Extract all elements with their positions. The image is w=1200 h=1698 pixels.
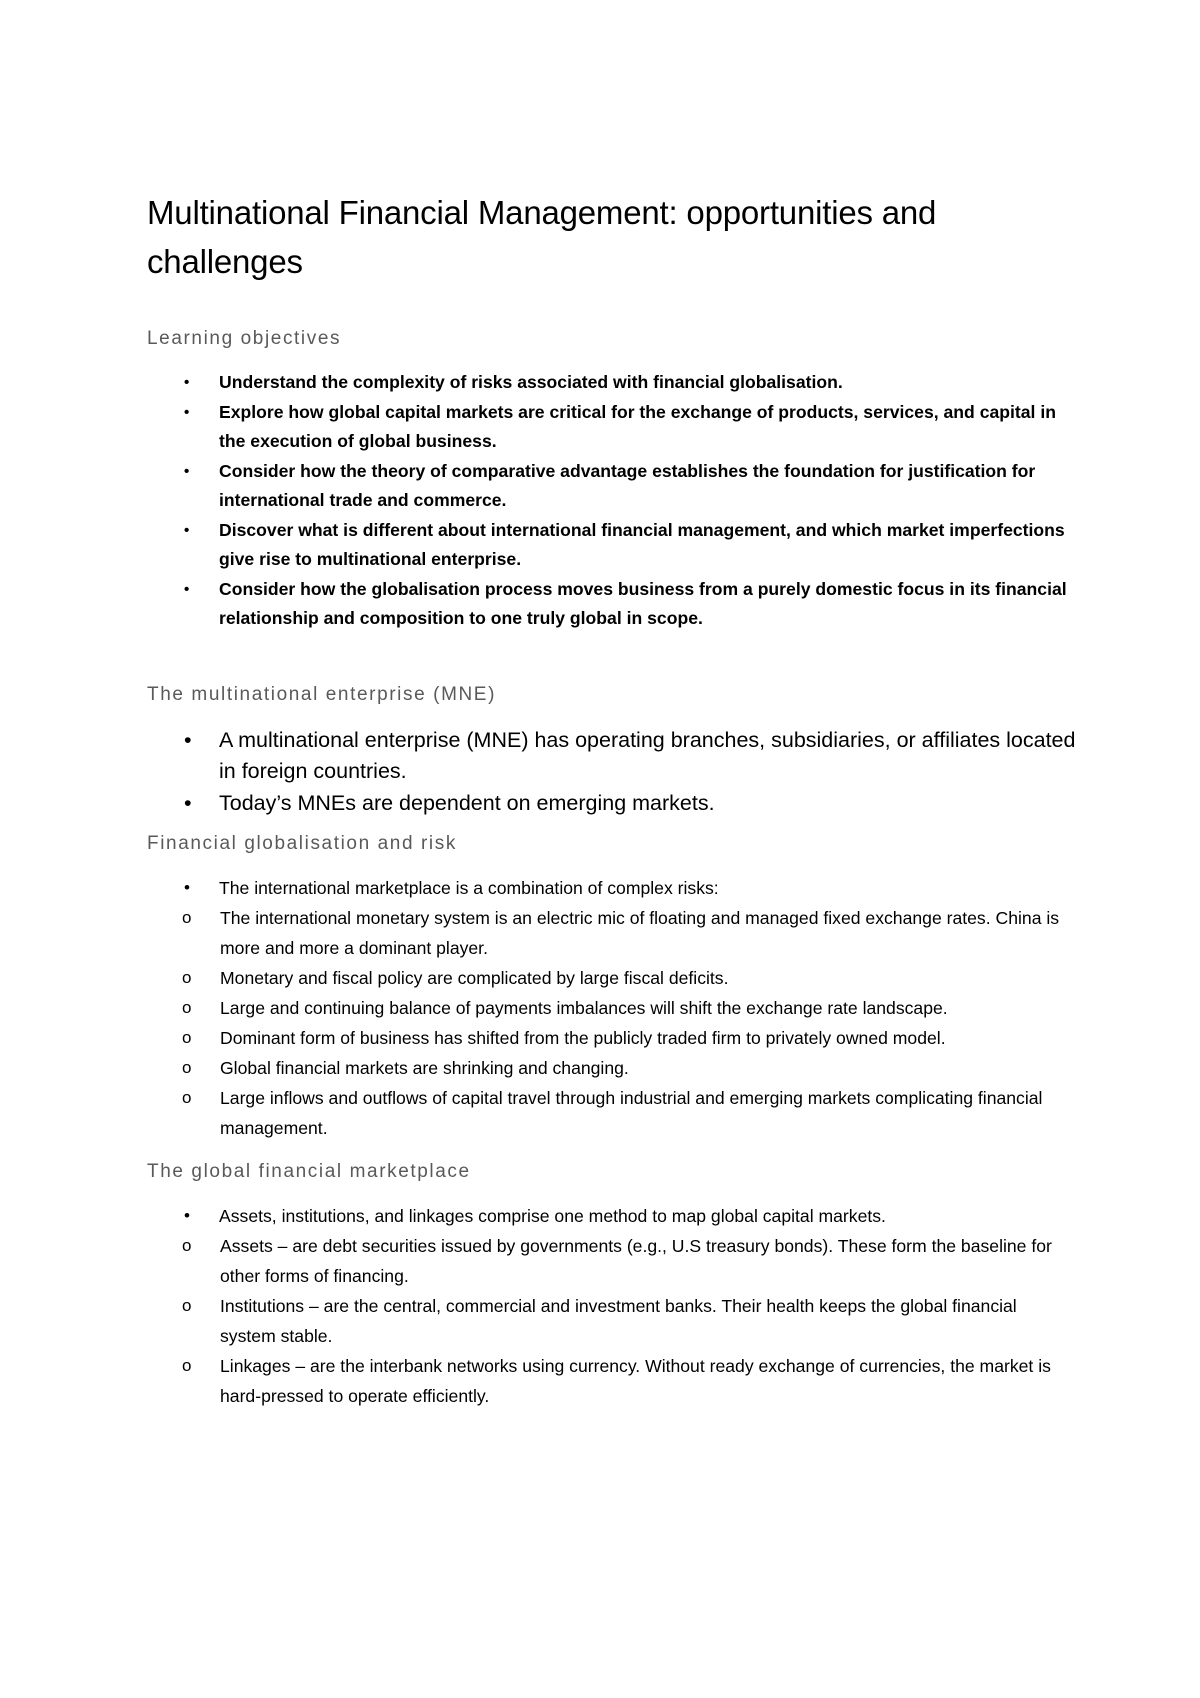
list-item-text: Discover what is different about international financial management, and which market imperfections give rise to multinational enterprise. [219,519,1065,569]
sub-list-item-text: Large inflows and outflows of capital travel through industrial and emerging markets complicating financial management. [220,1088,1043,1138]
list-item [147,368,1077,398]
sub-list-item [147,1231,1077,1291]
bullet-icon: • [184,580,190,598]
sub-list-item-text: Dominant form of business has shifted from the publicly traded firm to privately owned model. [220,1028,946,1048]
sub-bullet-icon: o [182,968,192,987]
list-item-text: Consider how the globalisation process moves business from a purely domestic focus in its financial relationship and composition to one truly global in scope. [219,578,1067,628]
bullet-icon: • [184,521,190,539]
section-heading-mne: The multinational enterprise (MNE) [147,683,497,705]
section-heading-global-marketplace: The global financial marketplace [147,1161,471,1182]
list-item [147,1201,1077,1411]
sub-list-item-text: Linkages – are the interbank networks using currency. Without ready exchange of currencies, the market is hard-pressed to operate efficiently. [220,1356,1051,1406]
mne-list [147,725,1077,820]
sub-bullet-icon: o [182,1356,192,1375]
list-item-text: The international marketplace is a combination of complex risks: [219,878,719,898]
sub-list-item [147,1023,1077,1053]
sub-list-item [147,903,1077,963]
list-item [147,725,1077,788]
list-item-text: Consider how the theory of comparative advantage establishes the foundation for justification for international trade and commerce. [219,460,1036,510]
global-list [147,1201,1077,1411]
section-financial-globalisation [147,833,1077,1143]
sub-bullet-icon: o [182,1088,192,1107]
list-item-text: Explore how global capital markets are critical for the exchange of products, services, and capital in the execution of global business. [219,401,1056,451]
sub-list-item-text: Assets – are debt securities issued by governments (e.g., U.S treasury bonds). These form the baseline for other forms of financing. [220,1236,1052,1286]
bullet-icon: • [184,403,190,421]
list-item [147,516,1077,575]
sub-list-item-text: The international monetary system is an electric mic of floating and managed fixed exchange rates. China is more and more a dominant player. [220,908,1060,958]
risk-list [147,873,1077,1143]
sub-list-item-text: Institutions – are the central, commercial and investment banks. Their health keeps the global financial system stable. [220,1296,1017,1346]
sub-list-item-text: Global financial markets are shrinking and changing. [220,1058,629,1078]
bullet-icon: • [184,878,190,897]
section-mne [147,684,1077,820]
sub-list-item [147,993,1077,1023]
sub-list-item-text: Monetary and fiscal policy are complicated by large fiscal deficits. [220,968,729,988]
bullet-icon: • [184,1206,190,1225]
section-heading-learning-objectives: Learning objectives [147,328,342,349]
sub-list-item [147,1053,1077,1083]
bullet-icon: • [184,462,190,480]
sub-list-item [147,1291,1077,1351]
learning-objectives-list [147,368,1077,634]
bullet-icon: • [184,790,192,815]
section-heading-financial-globalisation: Financial globalisation and risk [147,833,457,854]
list-item [147,788,1077,820]
global-sublist [147,1231,1077,1411]
section-learning-objectives [147,328,1077,634]
sub-bullet-icon: o [182,1058,192,1077]
list-item [147,457,1077,516]
section-global-financial-marketplace [147,1161,1077,1411]
list-item-text: A multinational enterprise (MNE) has operating branches, subsidiaries, or affiliates located in foreign countries. [219,727,1076,783]
sub-bullet-icon: o [182,1028,192,1047]
list-item-text: Understand the complexity of risks associated with financial globalisation. [219,372,843,392]
sub-list-item [147,1083,1077,1143]
list-item [147,873,1077,1143]
sub-bullet-icon: o [182,908,192,927]
sub-bullet-icon: o [182,998,192,1017]
sub-bullet-icon: o [182,1236,192,1255]
sub-list-item-text: Large and continuing balance of payments imbalances will shift the exchange rate landscape. [220,998,948,1018]
list-item [147,398,1077,457]
sub-list-item [147,963,1077,993]
list-item-text: Today’s MNEs are dependent on emerging markets. [219,790,715,815]
document-page [147,188,1077,1411]
document-title: Multinational Financial Management: opportunities and challenges [147,194,937,280]
bullet-icon: • [184,374,190,391]
sub-bullet-icon: o [182,1296,192,1315]
bullet-icon: • [184,727,192,752]
list-item [147,575,1077,634]
sub-list-item [147,1351,1077,1411]
risk-sublist [147,903,1077,1143]
list-item-text: Assets, institutions, and linkages comprise one method to map global capital markets. [219,1206,886,1226]
